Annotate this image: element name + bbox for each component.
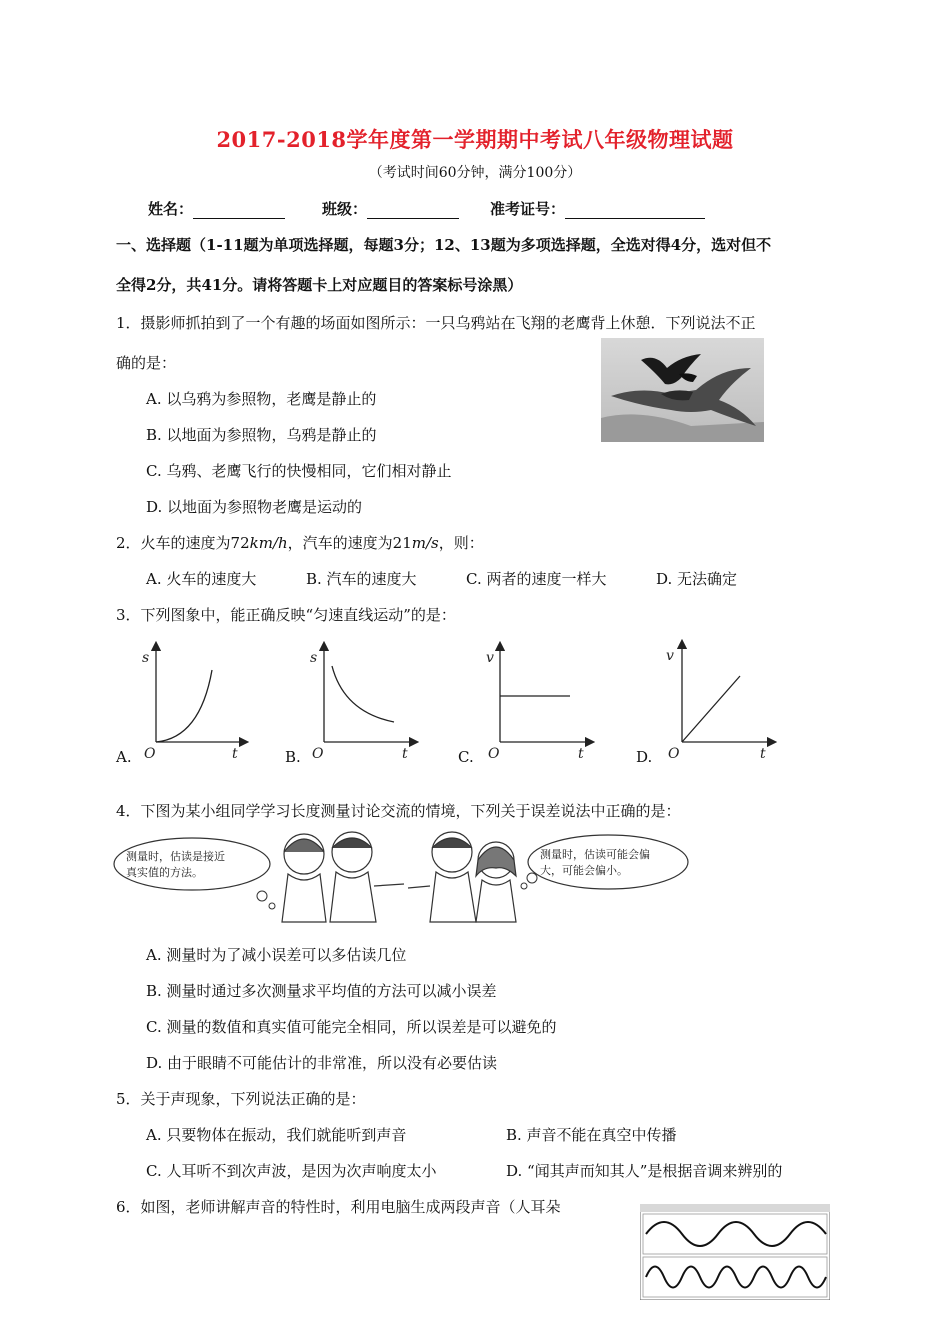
name-label: 姓名：	[148, 200, 194, 218]
q5-option-b: B. 声音不能在真空中传播	[506, 1126, 677, 1144]
q1-option-a: A. 以乌鸦为参照物，老鹰是静止的	[146, 390, 377, 408]
exam-number-label: 准考证号：	[490, 200, 566, 218]
q4-discussion-illustration	[112, 826, 692, 926]
exam-number-blank[interactable]	[565, 202, 705, 219]
students-right-icon	[408, 832, 516, 922]
section-1-heading-cont: 全得2分，共41分。请将答题卡上对应题目的答案标号涂黑）	[116, 276, 523, 294]
q3-d-y-label: v	[666, 648, 674, 664]
q5-option-d: D. “闻其声而知其人”是根据音调来辨别的	[506, 1162, 783, 1180]
q4-bubble-right-line1: 测量时，估读可能会偏	[540, 848, 650, 861]
name-field	[148, 198, 285, 219]
q3-b-origin: O	[312, 746, 324, 762]
q2-unit-2: m/s	[411, 534, 439, 552]
q4-option-c: C. 测量的数值和真实值可能完全相同，所以误差是可以避免的	[146, 1018, 557, 1036]
q2-option-b: B. 汽车的速度大	[306, 570, 417, 588]
q3-label-b: B.	[285, 748, 301, 766]
q6-stem: 6．如图，老师讲解声音的特性时，利用电脑生成两段声音（人耳朵	[116, 1198, 561, 1216]
q2-text-3: ，则：	[438, 534, 484, 552]
q3-stem: 3．下列图象中，能正确反映“匀速直线运动”的是：	[116, 606, 456, 624]
q3-d-origin: O	[668, 746, 680, 762]
q3-d-x-label: t	[760, 746, 766, 762]
section-1-heading: 一、选择题（1-11题为单项选择题，每题3分；12、13题为多项选择题，全选对得4分，选对但不	[116, 236, 772, 254]
waveform-screenshot	[640, 1204, 830, 1300]
q3-c-x-label: t	[578, 746, 584, 762]
crow-eagle-photo	[601, 338, 764, 442]
students-left-icon	[282, 832, 404, 922]
q1-stem: 1．摄影师抓拍到了一个有趣的场面如图所示：一只乌鸦站在飞翔的老鹰背上休憩．下列说法不正	[116, 314, 756, 332]
q3-a-origin: O	[144, 746, 156, 762]
name-blank[interactable]	[193, 202, 285, 219]
q1-stem-cont: 确的是：	[116, 354, 177, 372]
class-field	[322, 198, 459, 219]
class-label: 班级：	[322, 200, 368, 218]
q3-b-y-label: s	[310, 650, 318, 666]
q3-b-x-label: t	[402, 746, 408, 762]
page-title: 2017-2018学年度第一学期期中考试八年级物理试题	[216, 127, 734, 152]
q3-a-x-label: t	[232, 746, 238, 762]
q3-graph-d	[660, 636, 778, 764]
q4-option-b: B. 测量时通过多次测量求平均值的方法可以减小误差	[146, 982, 497, 1000]
q3-c-y-label: v	[486, 650, 494, 666]
q5-option-a: A. 只要物体在振动，我们就能听到声音	[146, 1126, 407, 1144]
q2-option-a: A. 火车的速度大	[146, 570, 257, 588]
class-blank[interactable]	[367, 202, 459, 219]
q3-graph-a	[140, 640, 250, 765]
q1-option-c: C. 乌鸦、老鹰飞行的快慢相同，它们相对静止	[146, 462, 452, 480]
q2-unit-1: km/h	[249, 534, 288, 552]
q5-option-c: C. 人耳听不到次声波，是因为次声响度太小	[146, 1162, 437, 1180]
q2-option-d: D. 无法确定	[656, 570, 738, 588]
q3-c-origin: O	[488, 746, 500, 762]
q4-option-a: A. 测量时为了减小误差可以多估读几位	[146, 946, 407, 964]
q3-label-c: C.	[458, 748, 474, 766]
q3-graph-b	[306, 640, 421, 765]
q4-bubble-left-line2: 真实值的方法。	[126, 866, 203, 879]
q3-label-d: D.	[636, 748, 653, 766]
q4-stem: 4．下图为某小组同学学习长度测量讨论交流的情境，下列关于误差说法中正确的是：	[116, 802, 681, 820]
q1-option-b: B. 以地面为参照物，乌鸦是静止的	[146, 426, 377, 444]
exam-number-field	[490, 198, 705, 219]
q1-option-d: D. 以地面为参照物老鹰是运动的	[146, 498, 363, 516]
q2-text-1: 2．火车的速度为72	[116, 534, 250, 552]
q3-graph-c	[482, 640, 597, 765]
q4-option-d: D. 由于眼睛不可能估计的非常准，所以没有必要估读	[146, 1054, 498, 1072]
q4-bubble-left-line1: 测量时，估读是接近	[126, 850, 225, 863]
q3-a-y-label: s	[142, 650, 150, 666]
exam-subtitle: （考试时间60分钟，满分100分）	[368, 165, 582, 181]
q5-stem: 5．关于声现象，下列说法正确的是：	[116, 1090, 366, 1108]
q3-label-a: A.	[116, 748, 132, 766]
q2-text-2: ，汽车的速度为21	[287, 534, 412, 552]
q2-option-c: C. 两者的速度一样大	[466, 570, 607, 588]
q2-stem	[116, 532, 484, 553]
q4-bubble-right-line2: 大，可能会偏小。	[540, 864, 628, 877]
